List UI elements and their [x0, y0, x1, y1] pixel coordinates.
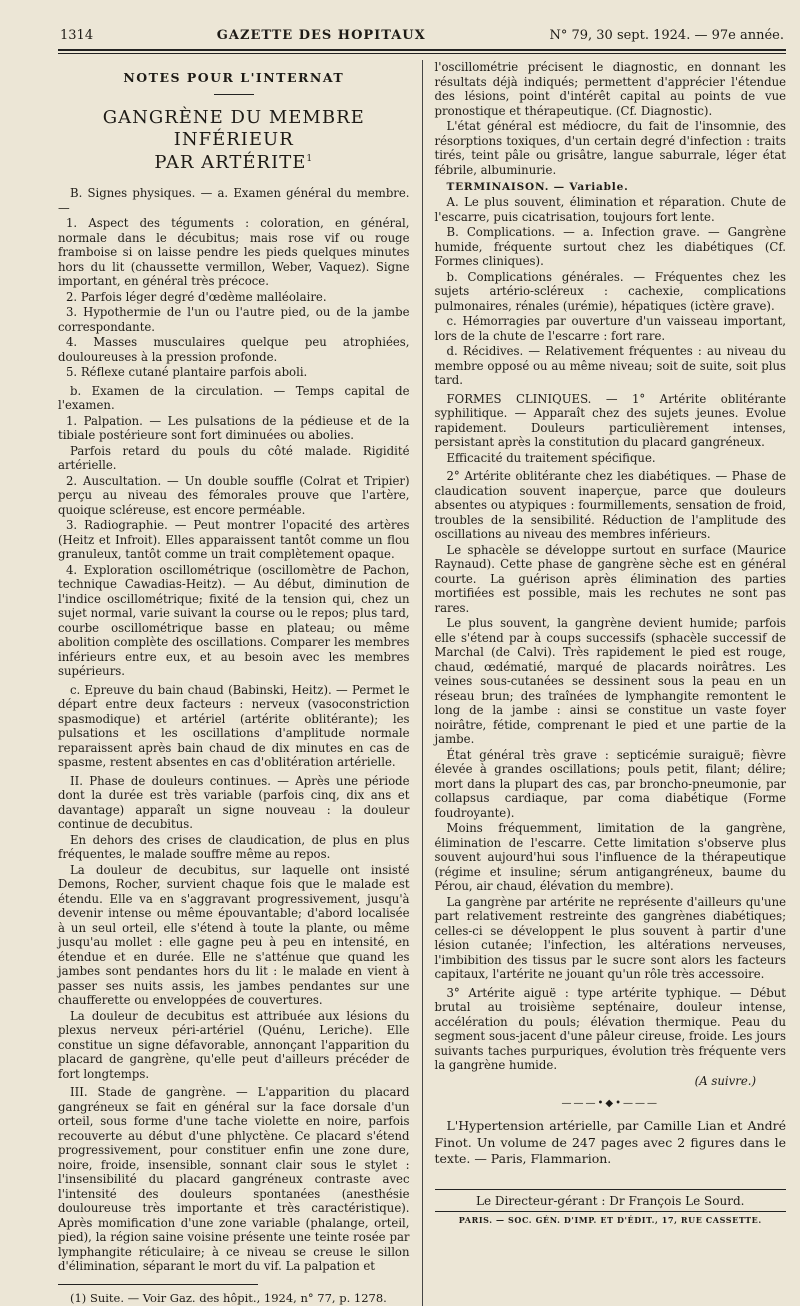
journal-title: GAZETTE DES HOPITAUX	[216, 28, 426, 43]
paragraph: Efficacité du traitement spécifique.	[446, 450, 656, 465]
paragraph: 1. Palpation. — Les pulsations de la pédieuse et de la tibiale postérieure sont fort diminuées ou abolies.	[58, 413, 410, 442]
paragraph: B. Signes physiques. — a. Examen général du membre. —	[58, 186, 410, 215]
paragraph: FORMES CLINIQUES. — 1° Artérite oblitérante syphilitique. — Apparaît chez des sujets jeunes. Evolue rapidement. Douleurs particulièrement intenses, persistant après la constitution du placard gangréneux.	[434, 391, 787, 450]
separator: ———•◆•———	[561, 1098, 659, 1110]
paragraph: L'état général est médiocre, du fait de l'insomnie, des résorptions toxiques, d'un certain degré d'infection : traits tirés, teint pâle ou grisâtre, langue saburrale, léger état fébrile, albuminurie.	[434, 119, 787, 177]
paragraph: III. Stade de gangrène. — L'apparition du placard gangréneux se fait en général sur la face dorsale d'un orteil, sous forme d'une tache violette en noire, parfois recouverte au début d'une phlyctène. Ce placard s'étend progressivement, pour constituer enfin une zone dure, noire, froide, insensible, sonnant clair sous le stylet : l'insensibilité du placard gangréneux contraste avec l'intensité des douleurs spontanées (anesthésie douloureuse très importante et très caractéristique). Après momification d'une zone variable (phalange, orteil, pied), la région saine voisine présente une teinte rosée par lymphangite réticulaire; à ce niveau se creuse le sillon d'élimination, séparant le mort du vif. La palpation et	[58, 1085, 410, 1273]
footnote: (1) Suite. — Voir Gaz. des hôpit., 1924, n° 77, p. 1278.	[70, 1290, 387, 1305]
printer-line: PARIS. — SOC. GÉN. D'IMP. ET D'ÉDIT., 17, RUE CASSETTE.	[458, 1215, 762, 1226]
rubric: NOTES POUR L'INTERNAT	[123, 70, 345, 85]
paragraph: Parfois retard du pouls du côté malade. Rigidité artérielle.	[58, 443, 410, 472]
columns	[58, 60, 786, 1306]
paragraph: 2° Artérite oblitérante chez les diabétiques. — Phase de claudication souvent inaperçue, parce que douleurs absentes ou atypiques : fourmillements, sensation de froid, troubles de la sensibilité. Réduction de l'amplitude des oscillations au niveau des membres inférieurs.	[434, 469, 787, 542]
paragraph: c. Epreuve du bain chaud (Babinski, Heitz). — Permet le départ entre deux facteurs : nerveux (vasoconstriction spasmodique) et artériel (artérite oblitérante); les pulsations et les oscillations d'amplitude normale reparaissent après bain chaud de dix minutes en cas de spasme, restent absentes en cas d'oblitération artérielle.	[58, 682, 410, 769]
paragraph: II. Phase de douleurs continues. — Après une période dont la durée est très variable (parfois cinq, dix ans et davantage) apparaît un signe nouveau : la douleur continue de decubitus.	[58, 773, 410, 831]
paragraph: 4. Masses musculaires quelque peu atrophiées, douloureuses à la pression profonde.	[58, 335, 410, 364]
paragraph: B. Complications. — a. Infection grave. — Gangrène humide, fréquente surtout chez les diabétiques (Cf. Formes cliniques).	[434, 225, 787, 269]
left-column	[58, 60, 410, 1306]
paragraph: En dehors des crises de claudication, de plus en plus fréquentes, le malade souffre même au repos.	[58, 832, 410, 861]
colophon	[435, 1189, 787, 1226]
paragraph: 3° Artérite aiguë : type artérite typhique. — Début brutal au troisième septénaire, douleur intense, accélération du pouls; élévation thermique. Peau du segment sous-jacent d'une pâleur cireuse, froide. Les jours suivants taches purpuriques, évolution très fréquente vers la gangrène humide.	[434, 985, 787, 1073]
paragraph: Le sphacèle se développe surtout en surface (Maurice Raynaud). Cette phase de gangrène sèche est en général courte. La guérison après élimination des parties mortifiées est possible, mais les rechutes ne sont pas rares.	[434, 542, 787, 615]
issue-info: N° 79, 30 sept. 1924. — 97e année.	[549, 28, 784, 43]
paragraph: c. Hémorragies par ouverture d'un vaisseau important, lors de la chute de l'escarre : fort rare.	[434, 314, 787, 343]
title-line-1: GANGRÈNE DU MEMBRE INFÉRIEUR	[102, 106, 365, 150]
paragraph: A. Le plus souvent, élimination et réparation. Chute de l'escarre, puis cicatrisation, toujours fort lente.	[434, 195, 787, 224]
book-notice: L'Hypertension artérielle, par Camille Lian et André Finot. Un volume de 247 pages avec 2 figures dans le texte. — Paris, Flammarion.	[434, 1118, 787, 1166]
paragraph: La douleur de decubitus, sur laquelle ont insisté Demons, Rocher, survient chaque fois que le malade est étendu. Elle va en s'aggravant progressivement, jusqu'à devenir intense ou même épouvantable; d'abord localisée à un seul orteil, elle s'étend à toute la plante, ou même jusqu'au mollet : elle gagne peu à peu en intensité, en étendue et en durée. Elle ne s'atténue que quand les jambes sont pendantes hors du lit : le malade en vient à passer ses nuits assis, les jambes pendantes sur une chaufferette ou enveloppées de couvertures.	[58, 862, 410, 1007]
rubric-rule	[214, 94, 254, 95]
paragraph: 2. Auscultation. — Un double souffle (Colrat et Tripier) perçu au niveau des fémorales prouve que l'artère, quoique scléreuse, est encore perméable.	[58, 473, 410, 517]
page-header	[58, 28, 786, 49]
column-divider	[422, 60, 423, 1306]
title-footnote-mark: 1	[306, 153, 314, 164]
paragraph: 4. Exploration oscillométrique (oscillomètre de Pachon, technique Cawadias-Heitz). — Au début, diminution de l'indice oscillométrique; fixité de la tension qui, chez un sujet normal, varie suivant la course ou le repos; plus tard, courbe oscillométrique basse en plateau; ou même abolition complète des oscillations. Comparer les membres inférieurs entre eux, et au besoin avec les membres supérieurs.	[58, 562, 410, 678]
right-column	[435, 60, 787, 1306]
paragraph: 2. Parfois léger degré d'œdème malléolaire.	[66, 289, 327, 304]
header-rule-thin	[58, 53, 786, 54]
title-line-2: PAR ARTÉRITE	[154, 151, 307, 173]
paragraph: 5. Réflexe cutané plantaire parfois aboli.	[66, 365, 308, 379]
footnote-rule	[58, 1284, 258, 1285]
section-heading: TERMINAISON. — Variable.	[446, 181, 629, 193]
paragraph: La douleur de decubitus est attribuée aux lésions du plexus nerveux péri-artériel (Quénu, Leriche). Elle constitue un signe défavorable, annonçant l'apparition du placard de gangrène, qu'elle peut d'ailleurs précéder de fort longtemps.	[58, 1008, 410, 1081]
paragraph: 3. Hypothermie de l'un ou l'autre pied, ou de la jambe correspondante.	[58, 305, 410, 334]
paragraph: b. Examen de la circulation. — Temps capital de l'examen.	[58, 383, 410, 412]
page-number: 1314	[60, 28, 94, 43]
paragraph: b. Complications générales. — Fréquentes chez les sujets artério-scléreux : cachexie, complications pulmonaires, rénales (urémie), hépatiques (ictère grave).	[434, 269, 787, 313]
paragraph: Le plus souvent, la gangrène devient humide; parfois elle s'étend par à coups successifs (sphacèle successif de Marchal (de Calvi). Très rapidement le pied est rouge, chaud, œdématié, marqué de placards noirâtres. Les veines sous-cutanées se dessinent sous la peau en un réseau brun; des traînées de lymphangite remontent le long de la jambe : ainsi se constitue un vaste foyer noirâtre, fétide, comprenant le pied et une partie de la jambe.	[434, 616, 787, 747]
header-rule	[58, 49, 786, 51]
paragraph: 3. Radiographie. — Peut montrer l'opacité des artères (Heitz et Infroit). Elles apparaissent tantôt comme un flou granuleux, tantôt comme un trait complètement opaque.	[58, 518, 410, 561]
director-line: Le Directeur-gérant : Dr François Le Sourd.	[435, 1189, 787, 1212]
paragraph: État général très grave : septicémie suraiguë; fièvre élevée à grandes oscillations; pouls petit, filant; délire; mort dans la plupart des cas, par broncho-pneumonie, par collapsus cardiaque, par coma diabétique (Forme foudroyante).	[434, 747, 787, 820]
paragraph: La gangrène par artérite ne représente d'ailleurs qu'une part relativement restreinte des gangrènes diabétiques; celles-ci se développent le plus souvent à partir d'une lésion cutanée; l'infection, les altérations nerveuses, l'imbibition des tissus par le sucre sont alors les facteurs capitaux, l'artérite ne jouant qu'un rôle très accessoire.	[434, 894, 787, 982]
to-be-continued: (A suivre.)	[694, 1073, 757, 1088]
paragraph: l'oscillométrie précisent le diagnostic, en donnant les résultats déjà indiqués; permettent d'apprécier l'étendue des lésions, point d'intérêt capital au points de vue pronostique et thérapeutique. (Cf. Diagnostic).	[434, 60, 787, 118]
article-title	[58, 107, 410, 175]
paragraph: Moins fréquemment, limitation de la gangrène, élimination de l'escarre. Cette limitation s'observe plus souvent aujourd'hui sous l'influence de la thérapeutique (régime et insuline; sérum antigangréneux, baume du Pérou, air chaud, élévation du membre).	[434, 821, 787, 894]
paragraph: d. Récidives. — Relativement fréquentes : au niveau du membre opposé ou au même niveau; soit de suite, soit plus tard.	[434, 344, 787, 388]
paragraph: 1. Aspect des téguments : coloration, en général, normale dans le décubitus; mais rose vif ou rouge framboise si on laisse pendre les pieds quelques minutes hors du lit (chaussette vermillon, Weber, Vaquez). Signe important, en général très précoce.	[58, 216, 410, 288]
